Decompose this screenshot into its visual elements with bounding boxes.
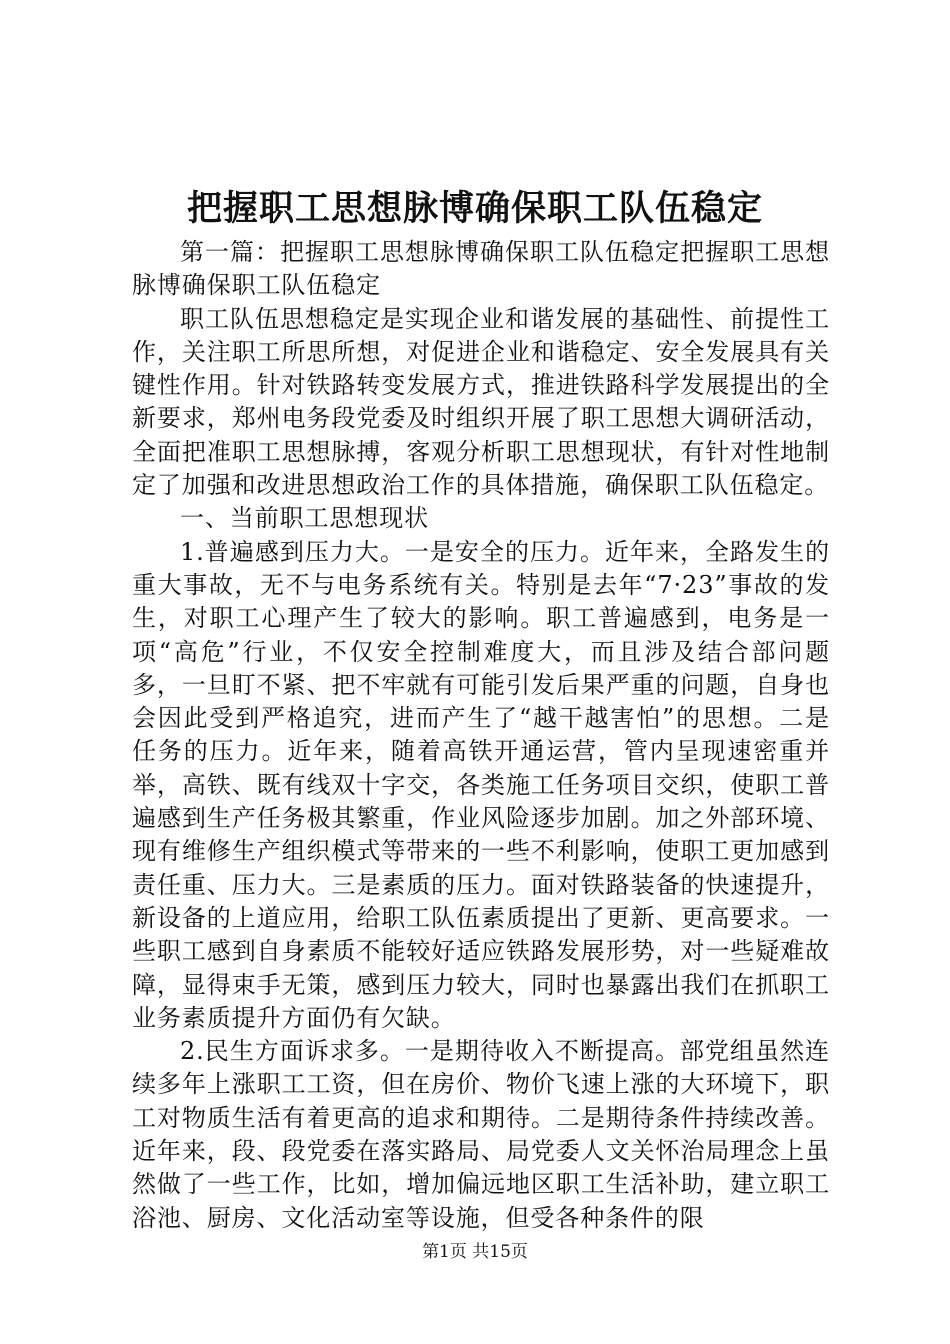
paragraph-intro: 第一篇：把握职工思想脉博确保职工队伍稳定把握职工思想脉博确保职工队伍稳定 [132,238,830,300]
paragraph-livelihood: 2.民生方面诉求多。一是期待收入不断提高。部党组虽然连续多年上涨职工工资，但在房价、物价飞速上涨的大环境下，职工对物质生活有着更高的追求和期待。二是期待条件持续改善。近年来，段、段党委在落实路局、局党委人文关怀治局理念上虽然做了一些工作，比如，增加偏远地区职工生活补助，建立职工浴池、厨房、文化活动室等设施，但受各种条件的限 [132,1037,830,1232]
paragraph-overview: 职工队伍思想稳定是实现企业和谐发展的基础性、前提性工作，关注职工所思所想，对促进企业和谐稳定、安全发展具有关键性作用。针对铁路转变发展方式，推进铁路科学发展提出的全新要求，郑州电务段党委及时组织开展了职工思想大调研活动，全面把准职工思想脉搏，客观分析职工思想现状，有针对性地制定了加强和改进思想政治工作的具体措施，确保职工队伍稳定。 [132,304,830,500]
document-title: 把握职工思想脉博确保职工队伍稳定 [186,188,763,229]
page-number-footer: 第1页 共15页 [422,1242,528,1262]
paragraph-pressure: 1.普遍感到压力大。一是安全的压力。近年来，全路发生的重大事故，无不与电务系统有关。特别是去年“7·23”事故的发生，对职工心理产生了较大的影响。职工普遍感到，电务是一项“高危”行业，不仅安全控制难度大，而且涉及结合部问题多，一旦盯不紧、把不牢就有可能引发后果严重的问题，自身也会因此受到严格追究，进而产生了“越干越害怕”的思想。二是任务的压力。近年来，随着高铁开通运营，管内呈现速密重并举，高铁、既有线双十字交，各类施工任务项目交织，使职工普遍感到生产任务极其繁重，作业风险逐步加剧。加之外部环境、现有维修生产组织模式等带来的一些不利影响，使职工更加感到责任重、压力大。三是素质的压力。面对铁路装备的快速提升，新设备的上道应用，给职工队伍素质提出了更新、更高要求。一些职工感到自身素质不能较好适应铁路发展形势，对一些疑难故障，显得束手无策，感到压力较大，同时也暴露出我们在抓职工业务素质提升方面仍有欠缺。 [132,537,830,1032]
section-heading: 一、当前职工思想现状 [180,504,429,533]
document-body [132,236,830,1235]
